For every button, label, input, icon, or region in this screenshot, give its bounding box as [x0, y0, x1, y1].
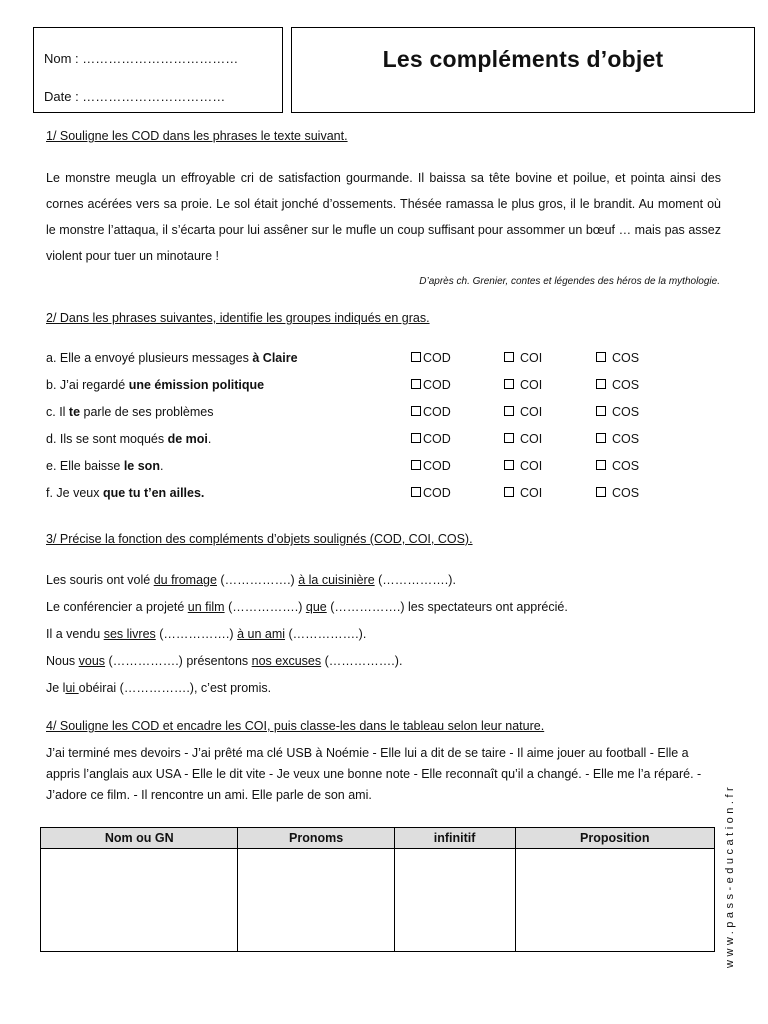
option-label: COD [423, 486, 451, 500]
option-cos-checkbox[interactable] [596, 459, 639, 473]
option-coi-checkbox[interactable] [504, 459, 542, 473]
text: Le conférencier a projeté [46, 600, 188, 614]
text: Les souris ont volé [46, 573, 154, 587]
column-header: Nom ou GN [41, 828, 238, 849]
answer-blank[interactable]: (…………….) [228, 600, 303, 614]
answer-blank[interactable]: (…………….) [220, 573, 295, 587]
option-label: COS [612, 405, 640, 419]
sentence-text: b. J’ai regardé [46, 378, 129, 392]
option-label: COI [520, 432, 543, 446]
section4-heading: 4/ Souligne les COD et encadre les COI, puis classe-les dans le tableau selon leur nature. [46, 719, 545, 733]
checkbox-icon[interactable] [504, 379, 514, 389]
checkbox-icon[interactable] [596, 352, 606, 362]
checkbox-icon[interactable] [411, 460, 421, 470]
answer-blank[interactable]: (…………….) [288, 627, 363, 641]
answer-blank[interactable]: (…………….) [108, 654, 183, 668]
sentence [46, 405, 213, 419]
site-watermark [722, 772, 746, 968]
text: , c’est promis. [193, 681, 272, 695]
option-cod-checkbox[interactable] [411, 405, 451, 419]
exercise2-row [46, 378, 746, 398]
sentence-5 [46, 681, 271, 695]
identity-box [33, 27, 283, 113]
sentence-3 [46, 627, 366, 641]
checkbox-icon[interactable] [411, 352, 421, 362]
option-label: COS [612, 351, 640, 365]
option-coi-checkbox[interactable] [504, 405, 542, 419]
sentence-1 [46, 573, 456, 587]
highlighted-group: à Claire [252, 351, 298, 365]
option-cos-checkbox[interactable] [596, 405, 639, 419]
sentence [46, 432, 211, 446]
option-label: COI [520, 378, 543, 392]
option-cod-checkbox[interactable] [411, 351, 451, 365]
section1-text: Le monstre meugla un effroyable cri de satisfaction gourmande. Il baissa sa tête bovine et poilue, et pointa ainsi des cornes acérées vers sa proie. Le sol était jonché d’ossements. Thésée ramassa le plus gros, il le brandit. Au moment où le monstre l’attaqua, il s’écarta pour lui assêner sur le mufle un coup suffisant pour assommer un bœuf … mais pas assez violent pour tuer un minotaure ! [46, 171, 721, 263]
sentence-4 [46, 654, 402, 668]
highlighted-group: que tu t’en ailles. [102, 486, 205, 500]
date-field[interactable]: Date : …………………………… [44, 89, 226, 104]
checkbox-icon[interactable] [411, 433, 421, 443]
option-coi-checkbox[interactable] [504, 432, 542, 446]
option-cos-checkbox[interactable] [596, 432, 639, 446]
underlined-complement: du fromage [153, 573, 217, 587]
option-label: COD [423, 351, 451, 365]
checkbox-icon[interactable] [504, 433, 514, 443]
sentence-text: . [207, 432, 212, 446]
checkbox-icon[interactable] [504, 460, 514, 470]
option-label: COS [612, 459, 640, 473]
option-cos-checkbox[interactable] [596, 378, 639, 392]
checkbox-icon[interactable] [596, 406, 606, 416]
highlighted-group: de moi [167, 432, 208, 446]
checkbox-icon[interactable] [596, 433, 606, 443]
exercise2-row [46, 432, 746, 452]
sentence-text: e. Elle baisse [46, 459, 124, 473]
sentence-text: . [159, 459, 164, 473]
answer-cell[interactable] [41, 849, 238, 952]
underlined-complement: à un ami [237, 627, 286, 641]
option-label: COD [423, 432, 451, 446]
option-coi-checkbox[interactable] [504, 486, 542, 500]
answer-cell[interactable] [394, 849, 515, 952]
answer-blank[interactable]: (…………….) [378, 573, 453, 587]
text: obéirai [78, 681, 120, 695]
option-cos-checkbox[interactable] [596, 486, 639, 500]
option-label: COD [423, 459, 451, 473]
option-cod-checkbox[interactable] [411, 486, 451, 500]
sentence [46, 378, 264, 392]
underlined-complement: ses livres [103, 627, 156, 641]
checkbox-icon[interactable] [596, 379, 606, 389]
text: . [452, 573, 456, 587]
site-url: www.pass-education.fr [724, 783, 736, 968]
checkbox-icon[interactable] [596, 487, 606, 497]
section4-sentences: J’ai terminé mes devoirs - J’ai prêté ma clé USB à Noémie - Elle lui a dit de se taire - Il aime jouer au football - Elle a appris l’anglais aux USA - Elle le dit vite - Je veux une bonne note - Elle reconnaît qu’il a changé. - Elle me l’a réparé. - J’adore ce film. - Il rencontre un ami. Elle parle de son ami. [46, 746, 702, 802]
text: Je l [46, 681, 66, 695]
sentence-2 [46, 600, 568, 614]
option-label: COI [520, 486, 543, 500]
title-box [291, 27, 755, 113]
checkbox-icon[interactable] [596, 460, 606, 470]
section2-heading: 2/ Dans les phrases suivantes, identifie les groupes indiqués en gras. [46, 311, 430, 325]
checkbox-icon[interactable] [411, 379, 421, 389]
classification-table [40, 827, 715, 952]
section1-heading: 1/ Souligne les COD dans les phrases le texte suivant. [46, 129, 348, 143]
option-label: COS [612, 432, 640, 446]
name-field[interactable]: Nom : ……………………………… [44, 51, 239, 66]
highlighted-group: te [68, 405, 81, 419]
checkbox-icon[interactable] [411, 406, 421, 416]
option-label: COS [612, 486, 640, 500]
sentence [46, 486, 204, 500]
exercise2-row [46, 486, 746, 506]
checkbox-icon[interactable] [504, 487, 514, 497]
option-coi-checkbox[interactable] [504, 351, 542, 365]
text: . [362, 627, 367, 641]
underlined-complement: un film [187, 600, 225, 614]
answer-cell[interactable] [238, 849, 394, 952]
sentence-text: d. Ils se sont moqués [46, 432, 168, 446]
column-header: Proposition [515, 828, 715, 849]
section1-source: D’après ch. Grenier, contes et légendes des héros de la mythologie. [419, 276, 720, 287]
underlined-complement: nos excuses [251, 654, 322, 668]
sentence [46, 351, 298, 365]
answer-blank[interactable]: (…………….) [119, 681, 194, 695]
checkbox-icon[interactable] [411, 487, 421, 497]
underlined-complement: vous [78, 654, 106, 668]
option-cos-checkbox[interactable] [596, 351, 639, 365]
option-label: COS [612, 378, 640, 392]
underlined-complement: à la cuisinière [298, 573, 375, 587]
answer-blank[interactable]: (…………….) [330, 600, 405, 614]
answer-blank[interactable]: (…………….) [159, 627, 234, 641]
section3-heading: 3/ Précise la fonction des compléments d’objets soulignés (COD, COI, COS). [46, 532, 473, 546]
sentence-text: f. Je veux [46, 486, 103, 500]
option-label: COI [520, 459, 543, 473]
answer-blank[interactable]: (…………….) [324, 654, 399, 668]
exercise2-row [46, 405, 746, 425]
option-cod-checkbox[interactable] [411, 459, 451, 473]
option-cod-checkbox[interactable] [411, 378, 451, 392]
page-title: Les compléments d’objet [382, 46, 664, 72]
option-label: COI [520, 405, 543, 419]
highlighted-group: une émission politique [128, 378, 265, 392]
text: présentons [182, 654, 252, 668]
checkbox-icon[interactable] [504, 406, 514, 416]
answer-cell[interactable] [515, 849, 715, 952]
option-label: COD [423, 405, 451, 419]
text: Il a vendu [46, 627, 104, 641]
exercise2-row [46, 351, 746, 371]
option-cod-checkbox[interactable] [411, 432, 451, 446]
column-header: infinitif [394, 828, 515, 849]
exercise2-row [46, 459, 746, 479]
option-label: COI [520, 351, 543, 365]
option-label: COD [423, 378, 451, 392]
sentence [46, 459, 163, 473]
text: Nous [46, 654, 79, 668]
underlined-complement: ui [65, 681, 79, 695]
sentence-text: parle de ses problèmes [80, 405, 214, 419]
checkbox-icon[interactable] [504, 352, 514, 362]
option-coi-checkbox[interactable] [504, 378, 542, 392]
highlighted-group: le son [123, 459, 160, 473]
sentence-text: c. Il [46, 405, 69, 419]
text: les spectateurs ont apprécié. [404, 600, 568, 614]
text: . [398, 654, 403, 668]
column-header: Pronoms [238, 828, 394, 849]
underlined-complement: que [305, 600, 327, 614]
sentence-text: a. Elle a envoyé plusieurs messages [46, 351, 253, 365]
